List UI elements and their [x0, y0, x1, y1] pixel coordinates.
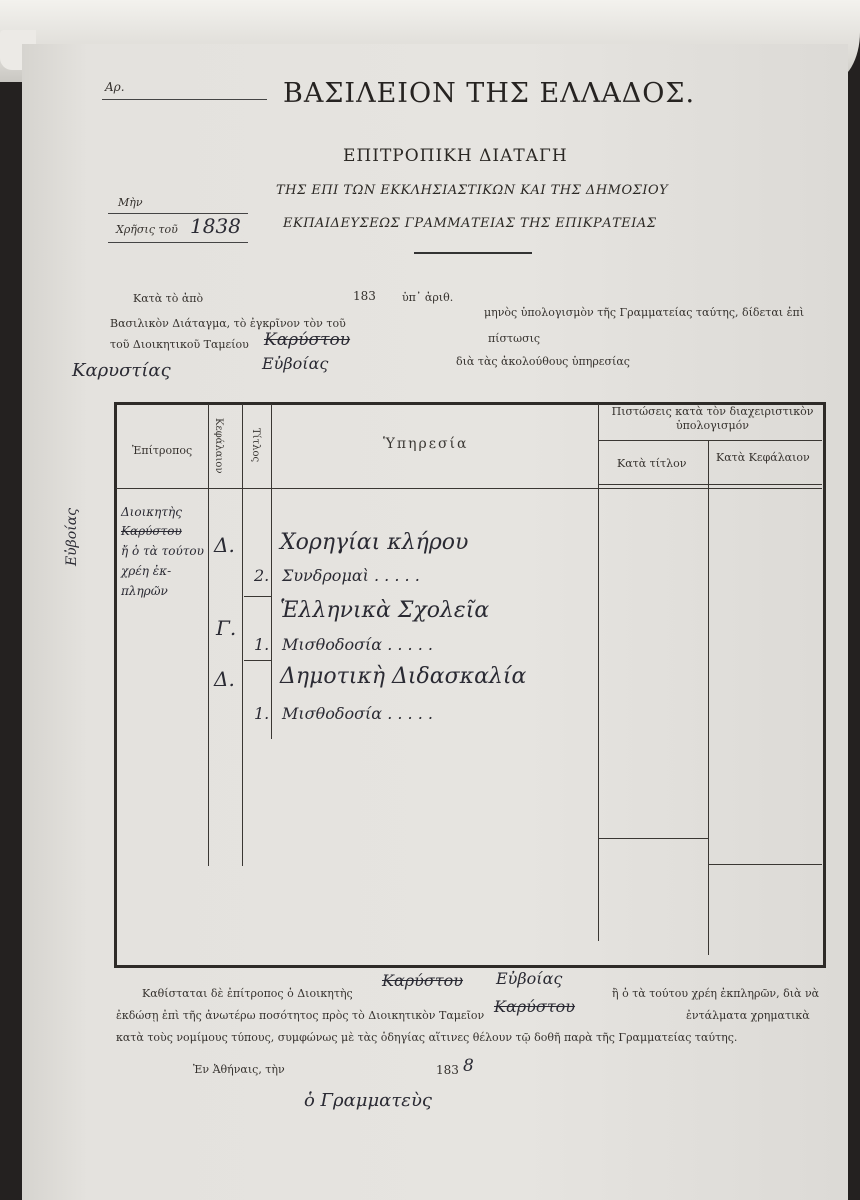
pistoseis-subheader-line — [598, 440, 822, 441]
signature-grammateus: ὁ Γραμματεὺς — [304, 1090, 432, 1111]
preamble-tameio: τοῦ Διοικητικοῦ Ταμείου — [110, 338, 249, 351]
footer-line-3: κατὰ τοὺς νομίμους τύπους, συμφώνως μὲ τὰς ὁδηγίας αἵτινες θέλουν τῷ δοθῆ παρὰ τῆς Γραμματείας ταύτης. — [116, 1031, 738, 1044]
row-6-titlos: 1. — [254, 704, 270, 723]
footer-handwritten-place: Εὐβοίας — [496, 969, 563, 988]
footer-line-2a: ἐκδώσῃ ἐπὶ τῆς ἀνωτέρω ποσότητος πρὸς τὸ Διοικητικὸν Ταμεῖον — [116, 1009, 485, 1022]
epitropos-line-3: ἤ ὁ τὰ τούτου — [121, 544, 204, 558]
row-5-ypiresia: Δημοτικὴ Διδασκαλία — [280, 664, 527, 689]
kingdom-title: ΒΑΣΙΛΕΙΟΝ ΤΗΣ ΕΛΛΑΔΟΣ. — [283, 78, 696, 109]
preamble-year-prefix: 183 — [353, 289, 376, 303]
header-pistoseis: Πιστώσεις κατὰ τὸν διαχειριστικὸν ὑπολογισμόν — [611, 405, 814, 432]
row-3-kefalaion: Γ. — [216, 616, 237, 640]
header-titlos: Τίτλος — [250, 428, 261, 463]
footer-handwritten-struck: Καρύστου — [382, 971, 464, 990]
row-2-ypiresia: Συνδρομαὶ . . . . . — [282, 566, 420, 585]
col-line-3 — [271, 404, 272, 739]
epitropos-line-2: Καρύστου — [121, 524, 182, 538]
header-kefalaion: Κεφάλαιον — [213, 418, 224, 474]
kefalaion-total-line — [708, 864, 822, 865]
epitropos-line-5: πληρῶν — [121, 584, 168, 598]
footer-line-1a: Καθίσταται δὲ ἐπίτροπος ὁ Διοικητὴς — [142, 987, 353, 1000]
preamble-pistosis: πίστωσις — [488, 332, 541, 345]
ref-no-rule — [102, 99, 267, 100]
titlon-total-line — [598, 838, 708, 839]
year-rule — [108, 242, 248, 243]
ministry-line-2: ΕΚΠΑΙΔΕΥΣΕΩΣ ΓΡΑΜΜΑΤΕΙΑΣ ΤΗΣ ΕΠΙΚΡΑΤΕΙΑΣ — [283, 216, 657, 231]
header-kata-kefalaion: Κατὰ Κεφάλαιον — [716, 451, 810, 464]
footer-handwritten-struck-2: Καρύστου — [494, 997, 576, 1016]
header-kata-titlon: Κατὰ τίτλον — [617, 457, 687, 470]
epitropos-line-4: χρέη ἐκ- — [121, 564, 172, 578]
preamble-minos: μηνὸς ὑπολογισμὸν τῆς Γραμματείας ταύτης, δίδεται ἐπὶ — [484, 306, 805, 319]
document-type-title: ΕΠΙΤΡΟΠΙΚΗ ΔΙΑΤΑΓΗ — [343, 146, 568, 166]
row-1-ypiresia: Χορηγίαι κλήρου — [280, 530, 469, 555]
row-4-ypiresia: Μισθοδοσία . . . . . — [282, 635, 433, 654]
handwritten-place-below: Εὐβοίας — [262, 354, 329, 373]
row-3-ypiresia: Ἑλληνικὰ Σχολεῖα — [280, 598, 490, 623]
row-5-kefalaion: Δ. — [214, 667, 235, 691]
col-line-1 — [208, 404, 209, 866]
preamble-kata: Κατὰ τὸ ἀπὸ — [133, 292, 204, 305]
footer-date-handwritten: 8 — [463, 1056, 474, 1076]
ministry-line-1: ΤΗΣ ΕΠΙ ΤΩΝ ΕΚΚΛΗΣΙΑΣΤΙΚΩΝ ΚΑΙ ΤΗΣ ΔΗΜΟΣΙΟΥ — [276, 183, 669, 198]
header-divider — [414, 252, 532, 254]
row-2-titlos: 2. — [254, 566, 270, 585]
header-bottom-line — [116, 488, 822, 489]
row-4-titlos: 1. — [254, 635, 270, 654]
preamble-arith: ὑπ᾽ ἀριθ. — [402, 291, 454, 304]
ref-no-label: Αρ. — [105, 80, 125, 94]
footer-date-prefix: 183 — [436, 1063, 459, 1077]
footer-athens: Ἐν Ἀθήναις, τὴν — [193, 1063, 285, 1076]
row-6-ypiresia: Μισθοδοσία . . . . . — [282, 704, 433, 723]
fiscal-year-label: Χρῆσις τοῦ — [116, 223, 178, 236]
epitropos-line-1: Διοικητὴς — [121, 505, 182, 519]
col-line-5 — [708, 440, 709, 955]
fiscal-year-handwritten: 1838 — [190, 214, 241, 238]
row-1-kefalaion: Δ. — [214, 533, 235, 557]
handwritten-struck-place: Καρύστου — [264, 330, 351, 350]
preamble-diatagma: Βασιλικὸν Διάταγμα, τὸ ἐγκρῖνον τὸν τοῦ — [110, 317, 346, 330]
footer-line-1b: ἢ ὁ τὰ τούτου χρέη ἐκπληρῶν, διὰ νὰ — [612, 987, 820, 1000]
header-ypiresia: Ὑπηρεσία — [383, 436, 469, 452]
margin-note-handwritten: Εὐβοίας — [64, 508, 80, 567]
month-label: Μὴν — [118, 196, 143, 209]
footer-line-2b: ἐντάλματα χρηματικὰ — [686, 1009, 810, 1022]
header-epitropos: Ἐπίτροπος — [132, 444, 193, 457]
preamble-ypiresias: διὰ τὰς ἀκολούθους ὑπηρεσίας — [456, 355, 630, 368]
col-line-2 — [242, 404, 243, 866]
handwritten-left-note: Καρυστίας — [72, 360, 171, 381]
row-4-underline — [244, 660, 271, 661]
header-bottom-line-right — [598, 484, 822, 485]
row-2-underline — [244, 596, 271, 597]
